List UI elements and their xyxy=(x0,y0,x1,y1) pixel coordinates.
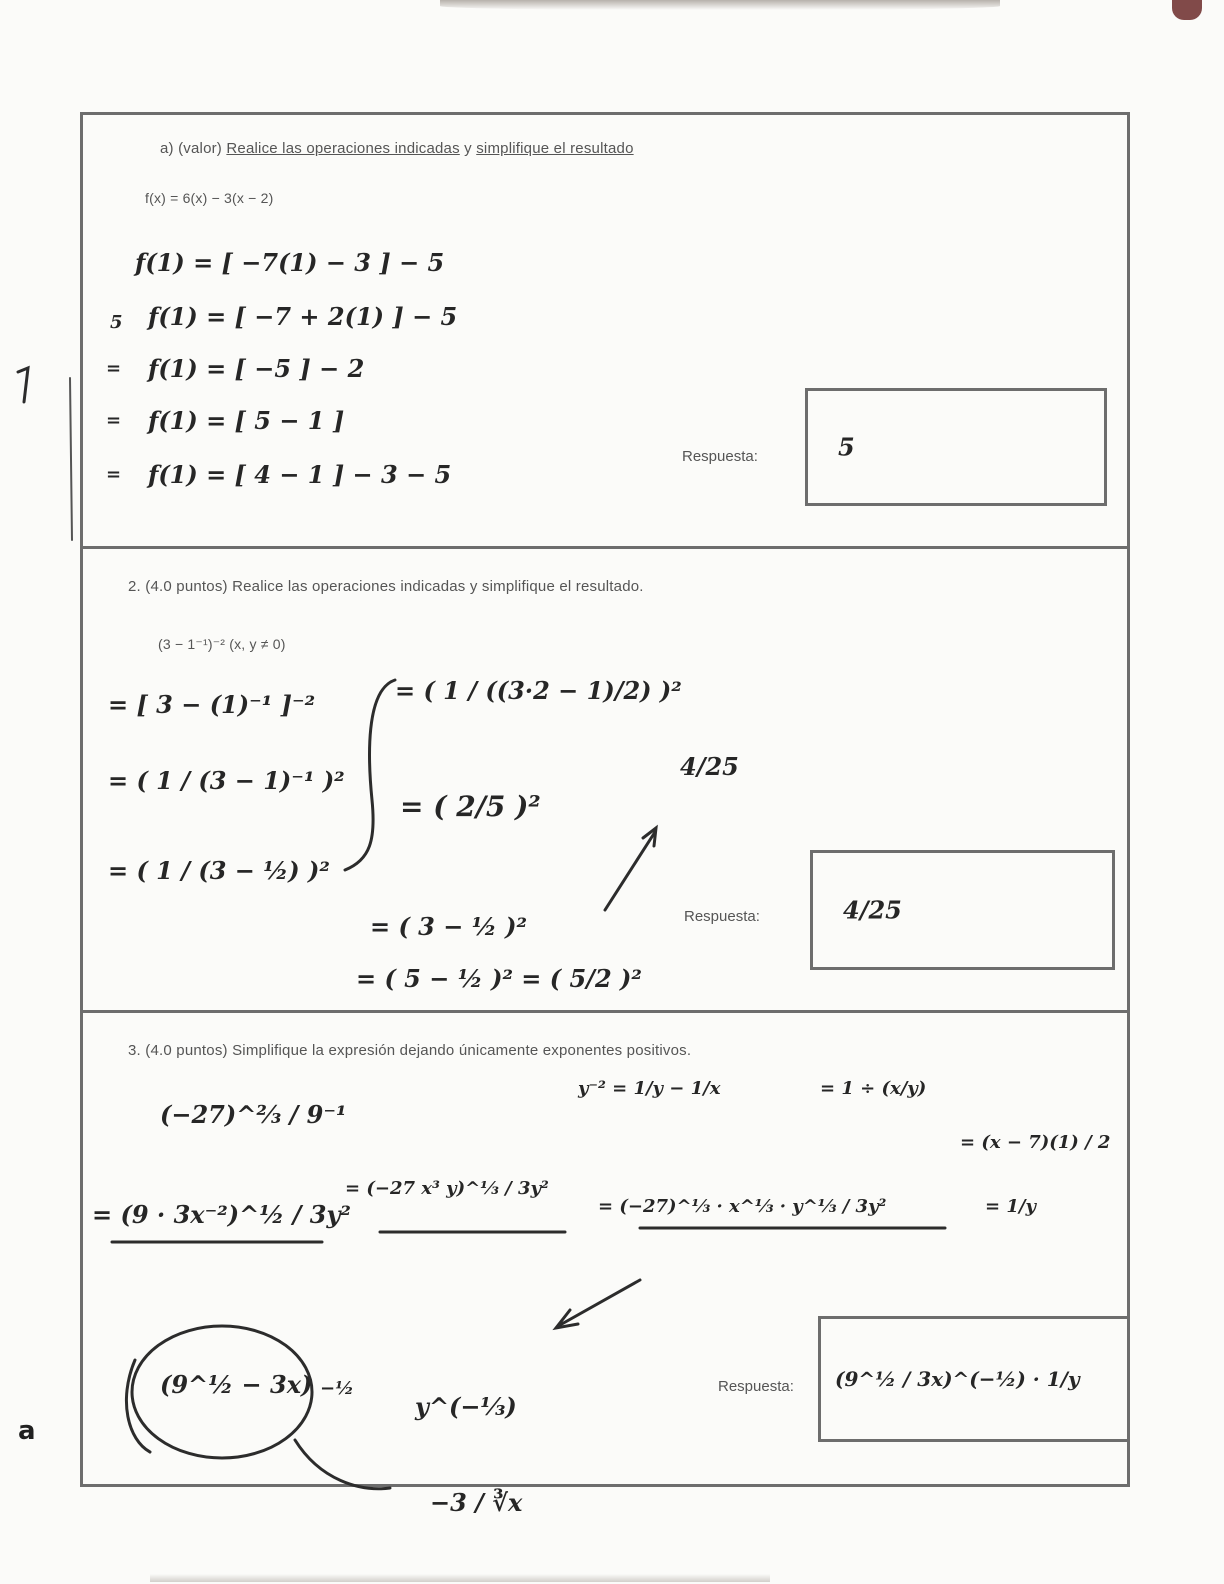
problem-3-right-line: = 1/y xyxy=(985,1196,1036,1217)
problem-3-answer-label: Respuesta: xyxy=(718,1378,794,1395)
problem-2-answer-value: 4/25 xyxy=(843,895,902,925)
problem-3-bottom-expression: −3 / ∛x xyxy=(430,1488,523,1517)
problem-1-given: f(x) = 6(x) − 3(x − 2) xyxy=(145,190,274,206)
problem-3-circle xyxy=(132,1326,312,1458)
problem-2-arrow-line xyxy=(605,832,655,910)
problem-1-answer-value: 5 xyxy=(838,432,855,462)
problem-3-right-line: = 1 ÷ (x/y) xyxy=(820,1078,927,1099)
problem-1-answer-label: Respuesta: xyxy=(682,448,758,465)
problem-2-mid-line: = ( 1 / ((3·2 − 1)/2) )² xyxy=(395,676,682,705)
problem-3-circled-exponent: −½ xyxy=(320,1378,354,1399)
problem-3-connector-curve xyxy=(295,1440,390,1489)
problem-1-work-line: f(1) = [ 4 − 1 ] − 3 − 5 xyxy=(148,460,452,489)
problem-2-side-note: 4/25 xyxy=(680,752,739,781)
problem-3-open-paren xyxy=(126,1360,150,1452)
problem-3-right-line: = (x − 7)(1) / 2 xyxy=(960,1132,1111,1153)
problem-3-right-line: y⁻² = 1/y − 1/x xyxy=(578,1078,721,1099)
problem-2-answer-label: Respuesta: xyxy=(684,908,760,925)
problem-1-left-mark: = xyxy=(106,464,122,485)
problem-2-left-line: = ( 1 / (3 − 1)⁻¹ )² xyxy=(108,766,345,795)
problem-3-tail-expression: y^(−⅓) xyxy=(415,1392,517,1421)
problem-2-left-line: = [ 3 − (1)⁻¹ ]⁻² xyxy=(108,690,316,719)
problem-2-bottom-line: = ( 3 − ½ )² xyxy=(370,912,527,941)
problem-3-heading: 3. (4.0 puntos) Simplifique la expresión dejando únicamente exponentes positivos. xyxy=(128,1042,692,1059)
problem-2-mid-line: = ( 2/5 )² xyxy=(400,790,541,823)
problem-3-left-line: = (9 · 3x⁻²)^½ / 3y² xyxy=(92,1200,351,1229)
problem-3-arrow-head xyxy=(556,1310,578,1328)
problem-1-work-line: f(1) = [ 5 − 1 ] xyxy=(148,406,345,435)
problem-1-heading: a) (valor) Realice las operaciones indicadas y simplifique el resultado xyxy=(160,140,634,157)
problem-3-answer-value: (9^½ / 3x)^(−½) · 1/y xyxy=(835,1367,1080,1391)
problem-2-curly-bracket xyxy=(345,680,395,870)
problem-3-given: (−27)^⅔ / 9⁻¹ xyxy=(160,1100,347,1129)
problem-2-given: (3 − 1⁻¹)⁻² (x, y ≠ 0) xyxy=(158,636,286,652)
problem-1-work-line: f(1) = [ −5 ] − 2 xyxy=(148,354,365,383)
left-margin-bracket xyxy=(70,378,72,540)
problem-1-left-mark: 5 xyxy=(110,312,123,333)
problem-1-left-mark: = xyxy=(106,358,122,379)
margin-tick-mark xyxy=(18,368,28,402)
problem-3-middle-line: = (−27)^⅓ · x^⅓ · y^⅓ / 3y² xyxy=(598,1196,887,1217)
problem-2-bottom-line: = ( 5 − ½ )² = ( 5/2 )² xyxy=(356,964,642,993)
problem-3-margin-mark: a xyxy=(18,1416,36,1446)
problem-2-left-line: = ( 1 / (3 − ½) )² xyxy=(108,856,330,885)
problem-1-work-line: f(1) = [ −7 + 2(1) ] − 5 xyxy=(148,302,458,331)
problem-2-heading: 2. (4.0 puntos) Realice las operaciones indicadas y simplifique el resultado. xyxy=(128,578,644,595)
problem-1-left-mark: = xyxy=(106,410,122,431)
problem-3-left-line: = (−27 x³ y)^⅓ / 3y² xyxy=(345,1178,549,1199)
problem-3-arrow-line xyxy=(560,1280,640,1325)
problem-1-work-line: f(1) = [ −7(1) − 3 ] − 5 xyxy=(135,248,445,277)
problem-3-circled-expression: (9^½ − 3x) xyxy=(160,1370,313,1399)
